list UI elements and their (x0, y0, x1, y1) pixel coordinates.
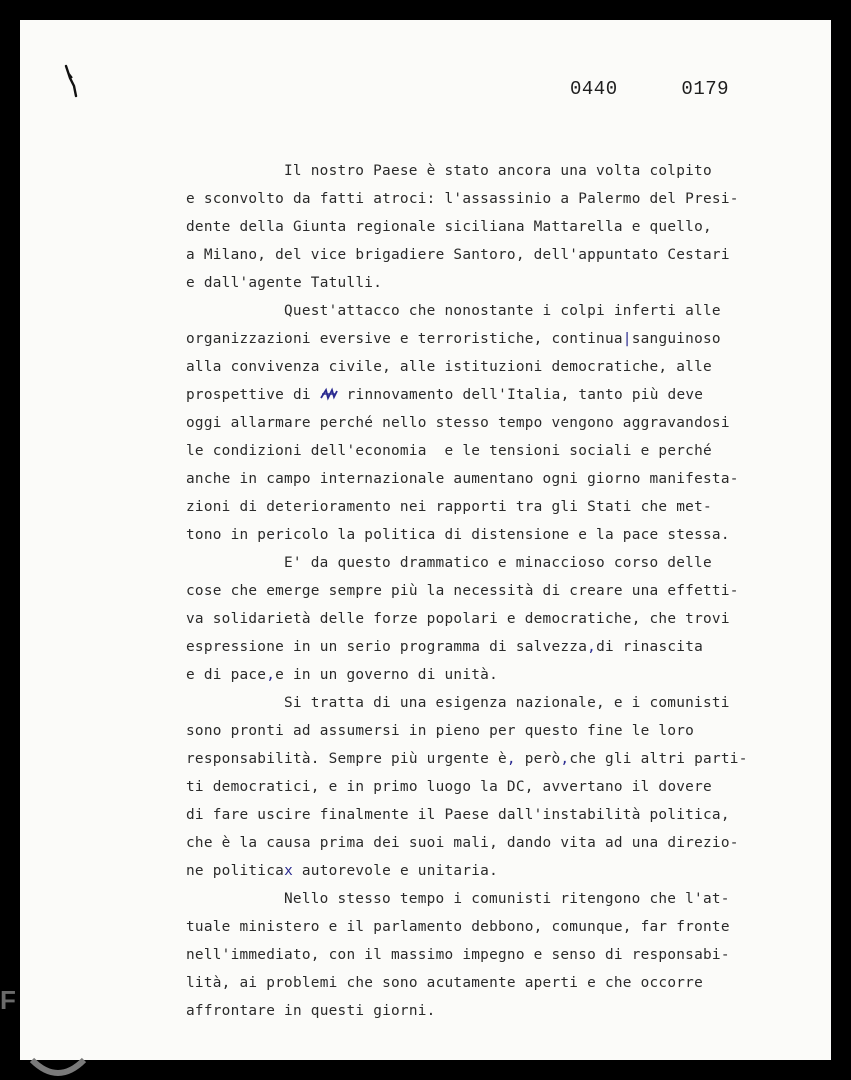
text-line (186, 465, 786, 493)
text-segment: sanguinoso (631, 331, 721, 347)
typed-letter-body (186, 157, 786, 1025)
text-segment: cose che emerge sempre più la necessità di creare una effetti- (186, 583, 739, 599)
text-segment: le condizioni dell'economia e le tensioni sociali e perché (186, 443, 712, 459)
text-line (186, 633, 786, 661)
text-segment: Il nostro Paese è stato ancora una volta colpito (284, 163, 712, 179)
text-line (186, 857, 786, 885)
text-segment: oggi allarmare perché nello stesso tempo vengono aggravandosi (186, 415, 730, 431)
text-line (186, 941, 786, 969)
text-segment: lità, ai problemi che sono acutamente aperti e che occorre (186, 975, 704, 991)
text-segment: e sconvolto da fatti atroci: l'assassinio a Palermo del Presi- (186, 191, 739, 207)
text-segment: e dall'agente Tatulli. (186, 275, 383, 291)
text-segment: responsabilità. Sempre più urgente è (186, 751, 507, 767)
watermark-letter: F (0, 985, 16, 1015)
watermark-arc-icon (28, 1052, 88, 1080)
handwritten-correction: | (622, 331, 632, 347)
handwritten-correction: x (284, 863, 293, 879)
text-segment: rinnovamento dell'Italia, tanto più deve (337, 387, 704, 403)
text-segment: che gli altri parti- (569, 751, 748, 767)
text-line (186, 409, 786, 437)
text-segment: di rinascita (596, 639, 704, 655)
text-segment: autorevole e unitaria. (292, 863, 499, 879)
handwritten-correction: , (587, 639, 597, 655)
text-line (186, 297, 786, 325)
text-line (186, 885, 786, 913)
document-number: 0440 0179 (570, 78, 730, 100)
text-segment: ne politica (186, 863, 285, 879)
text-line (186, 157, 786, 185)
text-line (186, 661, 786, 689)
text-line (186, 801, 786, 829)
text-line (186, 577, 786, 605)
text-line (186, 913, 786, 941)
text-line (186, 717, 786, 745)
text-line (186, 745, 786, 773)
text-segment: tuale ministero e il parlamento debbono, comunque, far fronte (186, 919, 730, 935)
text-segment: affrontare in questi giorni. (186, 1003, 436, 1019)
text-segment: che è la causa prima dei suoi mali, dando vita ad una direzio- (186, 835, 739, 851)
text-segment: espressione in un serio programma di salvezza (186, 639, 588, 655)
text-segment: e di pace (186, 667, 267, 683)
text-line (186, 521, 786, 549)
text-line (186, 437, 786, 465)
text-line (186, 549, 786, 577)
handwritten-correction: , (506, 751, 516, 767)
text-segment: dente della Giunta regionale siciliana Mattarella e quello, (186, 219, 712, 235)
text-line (186, 213, 786, 241)
text-line (186, 241, 786, 269)
text-segment: però (515, 751, 561, 767)
text-segment: a Milano, del vice brigadiere Santoro, dell'appuntato Cestari (186, 247, 730, 263)
text-segment: sono pronti ad assumersi in pieno per questo fine le loro (186, 723, 695, 739)
text-segment: va solidarietà delle forze popolari e democratiche, che trovi (186, 611, 730, 627)
text-line (186, 353, 786, 381)
text-line (186, 605, 786, 633)
text-segment: di fare uscire finalmente il Paese dall'instabilità politica, (186, 807, 730, 823)
text-segment: E' da questo drammatico e minaccioso corso delle (284, 555, 712, 571)
text-segment: alla convivenza civile, alle istituzioni democratiche, alle (186, 359, 712, 375)
handwritten-correction: , (266, 667, 276, 683)
text-line (186, 829, 786, 857)
scribble-icon (320, 387, 338, 401)
text-line (186, 325, 786, 353)
text-segment: Nello stesso tempo i comunisti ritengono che l'at- (284, 891, 730, 907)
text-line (186, 997, 786, 1025)
text-segment: zioni di deterioramento nei rapporti tra gli Stati che met- (186, 499, 712, 515)
text-line (186, 493, 786, 521)
text-segment: tono in pericolo la politica di distensione e la pace stessa. (186, 527, 730, 543)
text-line (186, 185, 786, 213)
handwritten-correction: , (560, 751, 570, 767)
text-segment: Quest'attacco che nonostante i colpi inferti alle (284, 303, 721, 319)
text-line (186, 689, 786, 717)
text-segment: e in un governo di unità. (275, 667, 499, 683)
text-segment: prospettive di (186, 387, 320, 403)
text-line (186, 773, 786, 801)
text-line (186, 969, 786, 997)
text-segment: nell'immediato, con il massimo impegno e senso di responsabi- (186, 947, 730, 963)
text-line (186, 269, 786, 297)
text-segment: organizzazioni eversive e terroristiche, continua (186, 331, 623, 347)
text-line (186, 381, 786, 409)
text-segment: ti democratici, e in primo luogo la DC, avvertano il dovere (186, 779, 712, 795)
text-segment: anche in campo internazionale aumentano ogni giorno manifesta- (186, 471, 739, 487)
text-segment: Si tratta di una esigenza nazionale, e i comunisti (284, 695, 730, 711)
pen-mark-icon (64, 64, 78, 98)
